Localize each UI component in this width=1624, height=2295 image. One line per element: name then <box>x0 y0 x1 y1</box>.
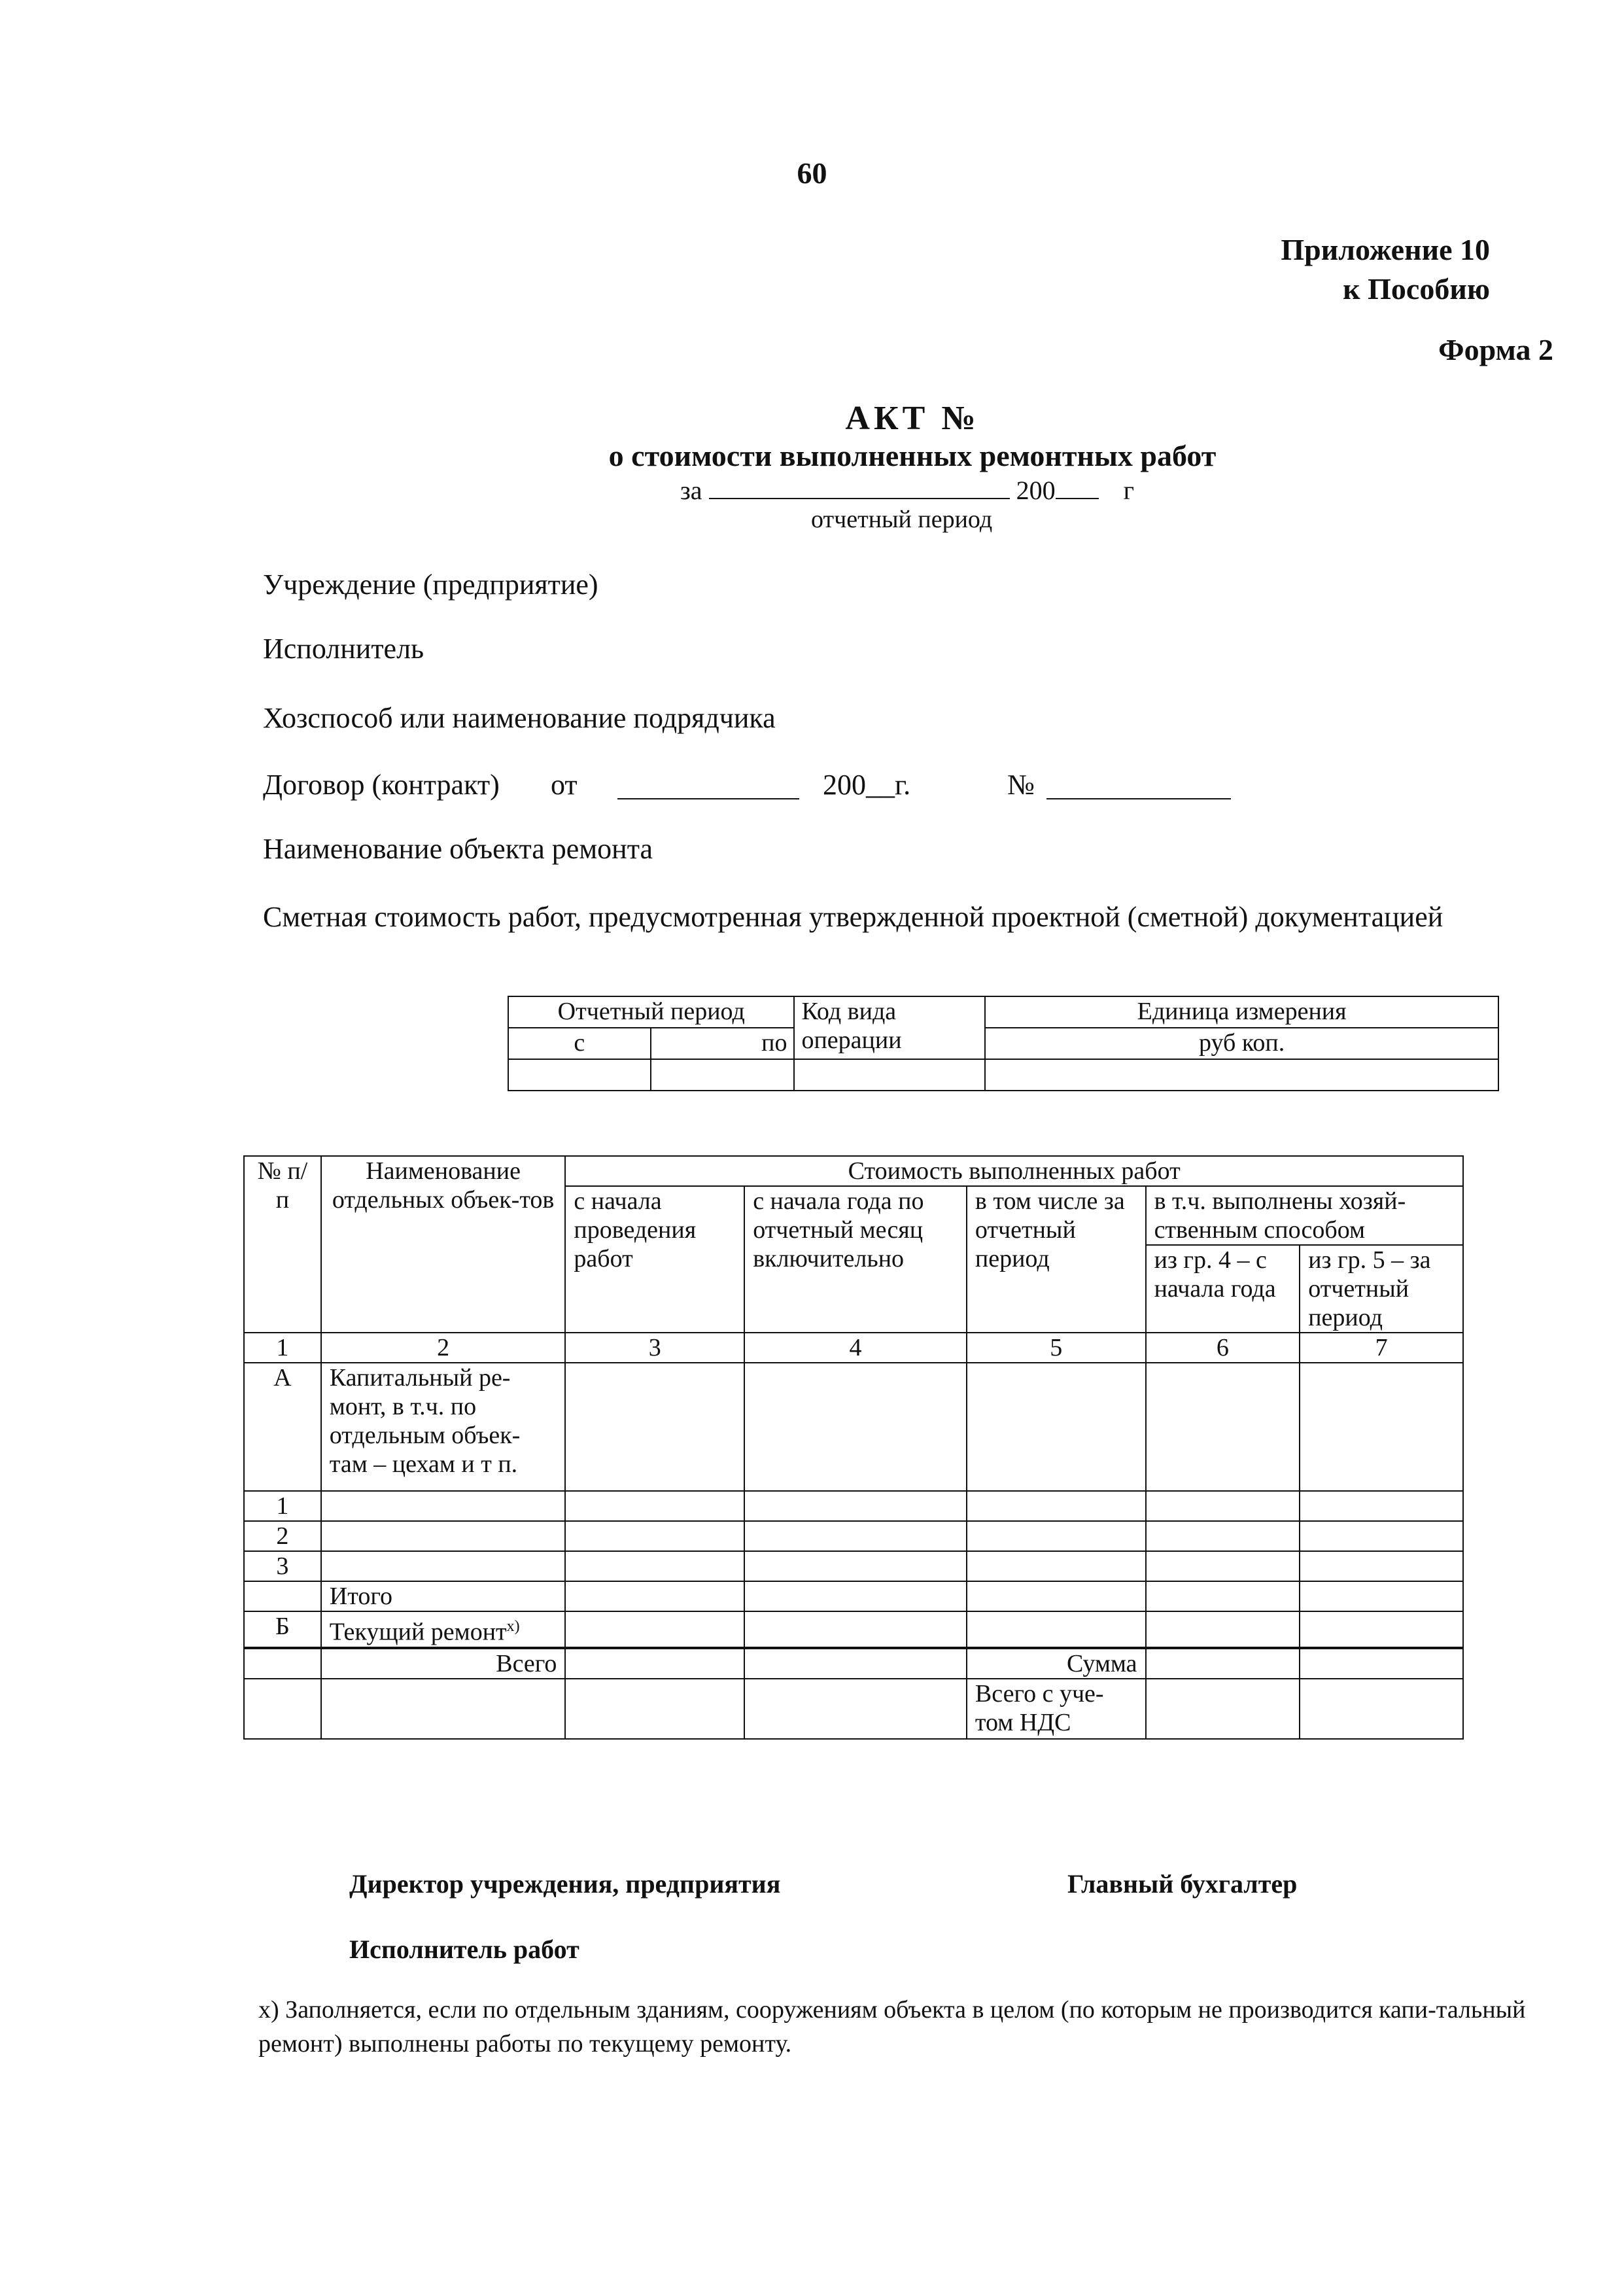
col-number: 5 <box>967 1333 1146 1363</box>
row-b-mark: x) <box>506 1618 520 1635</box>
cell[interactable] <box>1146 1521 1300 1551</box>
header-no: № п/п <box>244 1156 321 1333</box>
cell[interactable] <box>321 1491 566 1521</box>
appendix-label <box>1281 230 1490 309</box>
cell[interactable] <box>744 1649 967 1679</box>
col-number: 3 <box>565 1333 744 1363</box>
col-number: 4 <box>744 1333 967 1363</box>
row-a-code: А <box>244 1363 321 1491</box>
header-incl-period: в том числе за отчетный период <box>967 1186 1146 1333</box>
table-row <box>244 1521 1463 1551</box>
cell[interactable] <box>321 1679 566 1739</box>
contract-no-blank[interactable] <box>1046 779 1231 803</box>
cell[interactable] <box>967 1551 1146 1581</box>
period-line <box>680 475 1134 506</box>
header-col7: из гр. 5 – за отчетный период <box>1300 1245 1463 1333</box>
cell[interactable] <box>321 1551 566 1581</box>
unit-value: руб коп. <box>985 1028 1498 1059</box>
reporting-period-header: Отчетный период <box>508 996 794 1028</box>
total-with-vat-label: Всего с уче-том НДС <box>967 1679 1146 1739</box>
cell[interactable] <box>1146 1649 1300 1679</box>
act-title: АКТ № <box>845 400 980 437</box>
row-b-code: Б <box>244 1611 321 1647</box>
col-number: 2 <box>321 1333 566 1363</box>
object-name-field: Наименование объекта ремонта <box>263 833 653 865</box>
cell[interactable] <box>565 1521 744 1551</box>
cell <box>244 1679 321 1739</box>
appendix-line-2: к Пособию <box>1343 272 1490 306</box>
cell[interactable] <box>967 1521 1146 1551</box>
header-name: Наименование отдельных объек-тов <box>321 1156 566 1333</box>
table-row-grand-total <box>244 1649 1463 1679</box>
cell[interactable] <box>744 1581 967 1611</box>
contract-from: от <box>551 769 578 801</box>
operation-code-cell[interactable] <box>794 1059 985 1091</box>
period-blank[interactable] <box>709 498 1010 499</box>
col-number: 1 <box>244 1333 321 1363</box>
cell[interactable] <box>744 1521 967 1551</box>
header-from-start: с начала проведения работ <box>565 1186 744 1333</box>
cell[interactable] <box>1300 1581 1463 1611</box>
table-row <box>244 1551 1463 1581</box>
cell[interactable] <box>1300 1551 1463 1581</box>
period-from-header: с <box>508 1028 651 1059</box>
contract-no: № <box>1007 769 1035 801</box>
appendix-line-1: Приложение 10 <box>1281 233 1490 266</box>
footnote: х) Заполняется, если по отдельным зданиям, сооружениям объекта в целом (по которым не производится капи-тальный ремонт) выполнены работы по текущему ремонту. <box>258 1996 1526 2058</box>
table-row-b <box>244 1611 1463 1647</box>
operation-code-header: Код вида операции <box>794 996 985 1059</box>
cost-table <box>243 1155 1464 1740</box>
cell[interactable] <box>967 1611 1146 1647</box>
table-row-total <box>244 1581 1463 1611</box>
accountant-signature: Главный бухгалтер <box>1067 1869 1298 1899</box>
cell[interactable] <box>744 1491 967 1521</box>
col-number: 6 <box>1146 1333 1300 1363</box>
page-number: 60 <box>797 156 827 190</box>
period-za: за <box>680 476 702 505</box>
cell[interactable] <box>967 1363 1146 1491</box>
cell[interactable] <box>1146 1581 1300 1611</box>
cell[interactable] <box>967 1581 1146 1611</box>
cell[interactable] <box>1300 1491 1463 1521</box>
row-a-name: Капитальный ре-монт, в т.ч. по отдельным объек-там – цехам и т п. <box>321 1363 566 1491</box>
cell[interactable] <box>1146 1679 1300 1739</box>
period-year: 200 <box>1016 476 1056 505</box>
unit-header: Единица измерения <box>985 996 1498 1028</box>
cell[interactable] <box>744 1551 967 1581</box>
sum-label: Сумма <box>967 1649 1146 1679</box>
contract-field: Договор (контракт) <box>263 769 500 801</box>
row-b-name-cell <box>321 1611 566 1647</box>
grand-total-label: Всего <box>321 1649 566 1679</box>
executor-signature: Исполнитель работ <box>349 1935 579 1964</box>
contract-year: 200__г. <box>823 769 911 801</box>
cell[interactable] <box>744 1611 967 1647</box>
period-table <box>508 996 1499 1091</box>
header-col6: из гр. 4 – с начала года <box>1146 1245 1300 1333</box>
act-subtitle: о стоимости выполненных ремонтных работ <box>608 439 1217 472</box>
form-label: Форма 2 <box>1438 333 1553 366</box>
period-to-header: по <box>651 1028 795 1059</box>
cell[interactable] <box>744 1679 967 1739</box>
row-number: 1 <box>244 1491 321 1521</box>
cell[interactable] <box>565 1491 744 1521</box>
row-number: 2 <box>244 1521 321 1551</box>
cell[interactable] <box>321 1521 566 1551</box>
cell[interactable] <box>1146 1611 1300 1647</box>
cell[interactable] <box>565 1679 744 1739</box>
period-from-cell[interactable] <box>508 1059 651 1091</box>
cell <box>244 1581 321 1611</box>
period-year-blank[interactable] <box>1056 498 1099 499</box>
cell[interactable] <box>1300 1363 1463 1491</box>
cell[interactable] <box>1146 1491 1300 1521</box>
period-caption: отчетный период <box>811 506 993 533</box>
contractor-field: Хозспособ или наименование подрядчика <box>263 702 776 734</box>
header-cost: Стоимость выполненных работ <box>565 1156 1463 1186</box>
header-own-method: в т.ч. выполнены хозяй-ственным способом <box>1146 1186 1463 1245</box>
cell[interactable] <box>744 1363 967 1491</box>
row-b-name: Текущий ремонт <box>329 1618 507 1646</box>
table-row-a <box>244 1363 1463 1491</box>
cell[interactable] <box>565 1551 744 1581</box>
executor-field: Исполнитель <box>263 633 424 665</box>
cell[interactable] <box>565 1581 744 1611</box>
period-to-cell[interactable] <box>651 1059 795 1091</box>
cell <box>244 1649 321 1679</box>
cell[interactable] <box>1300 1611 1463 1647</box>
cell[interactable] <box>565 1363 744 1491</box>
cell[interactable] <box>565 1611 744 1647</box>
cell[interactable] <box>1300 1649 1463 1679</box>
cell[interactable] <box>1146 1363 1300 1491</box>
director-signature: Директор учреждения, предприятия <box>349 1869 781 1899</box>
institution-field: Учреждение (предприятие) <box>263 569 598 601</box>
table-row-vat <box>244 1679 1463 1739</box>
total-label: Итого <box>321 1581 566 1611</box>
cell[interactable] <box>1300 1521 1463 1551</box>
header-from-year: с начала года по отчетный месяц включительно <box>744 1186 967 1333</box>
table-row <box>244 1491 1463 1521</box>
row-number: 3 <box>244 1551 321 1581</box>
cell[interactable] <box>1146 1551 1300 1581</box>
contract-date-blank[interactable] <box>617 779 799 803</box>
cell[interactable] <box>565 1649 744 1679</box>
cell[interactable] <box>1300 1679 1463 1739</box>
period-g: г <box>1123 476 1134 505</box>
estimate-field: Сметная стоимость работ, предусмотренная утвержденной проектной (сметной) документацией <box>263 901 1443 933</box>
col-number: 7 <box>1300 1333 1463 1363</box>
unit-cell[interactable] <box>985 1059 1498 1091</box>
cell[interactable] <box>967 1491 1146 1521</box>
